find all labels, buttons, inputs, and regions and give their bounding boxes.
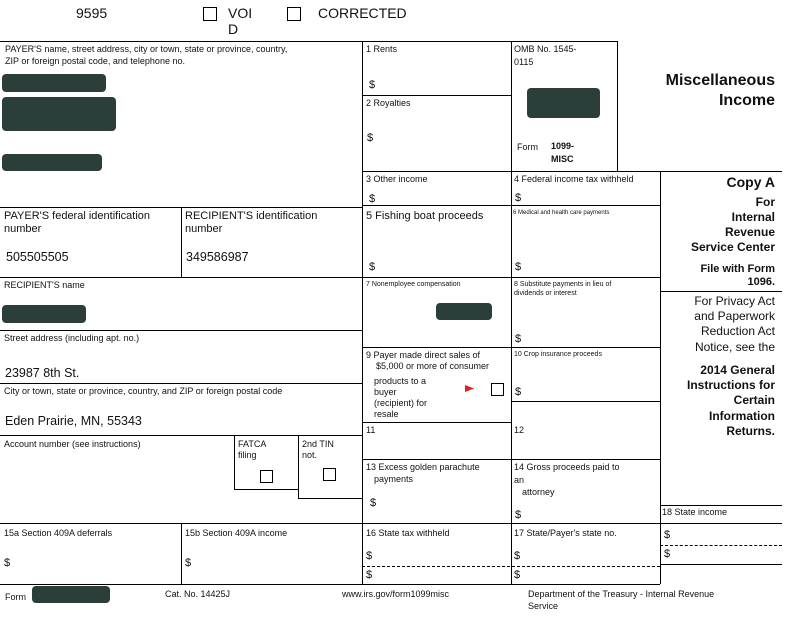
box15b-label: 15b Section 409A income [185,528,288,538]
omb-label-2: 0115 [514,57,534,67]
form-word: Form [517,142,538,152]
rule [660,505,782,506]
copy-for-1: For [755,195,775,209]
instr-1: 2014 General [700,363,775,377]
rule [511,41,512,584]
box15a-label: 15a Section 409A deferrals [4,528,113,538]
box17-dollar-1: $ [514,550,521,562]
box18-label: 18 State income [662,507,728,517]
payer-fed-id-label: PAYER'S federal identification [4,210,150,222]
rule [362,422,511,423]
recipient-id-label-2: number [185,223,223,235]
rule [511,401,660,402]
city-value: Eden Prairie, MN, 55343 [5,414,142,428]
street-label: Street address (including apt. no.) [4,333,140,343]
rule [0,277,660,278]
box7-value-redaction [436,303,492,320]
box11-label: 11 [366,425,376,435]
arrow-icon [465,384,474,393]
rule [0,523,782,524]
rule [0,41,617,42]
omb-redaction [527,88,600,118]
rule [234,489,298,490]
copy-file-1: File with Form [700,263,775,275]
box5-label: 5 Fishing boat proceeds [366,210,484,222]
box9-line1: 9 Payer made direct sales of [366,350,481,360]
box14-label-3: attorney [522,487,555,497]
box9-checkbox[interactable] [491,383,504,396]
box16-label: 16 State tax withheld [366,528,450,538]
instr-4: Information [709,409,775,423]
copy-for-3: Revenue [724,225,775,239]
box13-label: 13 Excess golden parachute [366,462,480,472]
rule [0,435,362,436]
box9-line2: $5,000 or more of consumer [376,361,490,371]
omb-label: OMB No. 1545- [514,44,577,54]
box14-label-2: an [514,475,525,485]
rule [362,41,363,584]
tin-label: 2nd TIN [302,439,334,449]
box2-dollar: $ [367,132,374,144]
box4-dollar: $ [515,192,522,204]
copy-file-2: 1096. [747,276,775,288]
payer-label: PAYER'S name, street address, city or town, state or province, country, [5,44,288,54]
rule [362,95,511,96]
payer-fed-id-label-2: number [4,223,42,235]
footer-form-word: Form [5,592,26,602]
box18-dollar-2: $ [664,548,671,560]
rule [298,435,299,498]
box7-label: 7 Nonemployee compensation [366,281,461,288]
box9-line3: products to a [374,376,427,386]
rule [617,41,618,171]
box6-label: 6 Medical and health care payments [513,210,610,216]
void-checkbox[interactable] [203,7,217,21]
rule [660,171,661,584]
rule [298,498,362,499]
account-label: Account number (see instructions) [4,439,141,449]
rule [0,584,660,585]
street-value: 23987 8th St. [5,366,80,380]
box15a-dollar: $ [4,557,11,569]
fatca-label: FATCA [238,439,267,449]
footer-dept-1: Department of the Treasury - Internal Revenue [528,589,715,599]
box17-dollar-2: $ [514,569,521,581]
form-name: 1099- [551,141,575,151]
box2-label: 2 Royalties [366,98,411,108]
rule [234,435,235,489]
payer-fed-id-value: 505505505 [6,250,69,264]
box1-label: 1 Rents [366,44,398,54]
copy-title: Copy A [726,174,775,190]
privacy-2: and Paperwork [694,309,775,323]
dashed-rule [660,545,782,546]
privacy-3: Reduction Act [700,324,775,338]
box1-dollar: $ [369,79,376,91]
payer-address-redaction [2,97,116,131]
form-name-2: MISC [551,154,574,164]
payer-name-redaction [2,74,106,92]
box9-line5: (recipient) for [374,398,428,408]
rule [660,564,782,565]
privacy-4: Notice, see the [694,340,775,354]
box16-dollar-2: $ [366,569,373,581]
instr-5: Returns. [726,424,775,438]
box13-label-2: payments [374,474,414,484]
box18-dollar-1: $ [664,529,671,541]
box14-dollar: $ [515,509,522,521]
box9-line6: resale [374,409,399,419]
recipient-name-redaction [2,305,86,323]
box6-dollar: $ [515,261,522,273]
footer-dept-2: Service [528,601,559,611]
title-line2: Income [718,92,775,109]
box17-label: 17 State/Payer's state no. [514,528,617,538]
rule [181,207,182,277]
fatca-checkbox[interactable] [260,470,273,483]
footer-form-redaction [32,586,110,603]
tin-checkbox[interactable] [323,468,336,481]
rule [0,330,362,331]
box4-label: 4 Federal income tax withheld [514,174,634,184]
title-line1: Miscellaneous [665,72,775,89]
tin-label-2: not. [302,450,318,460]
void-label-2: D [228,21,239,37]
box5-dollar: $ [369,261,376,273]
rule [181,523,182,584]
copy-for-2: Internal [731,210,775,224]
box9-line4: buyer [374,387,397,397]
recipient-id-value: 349586987 [186,250,249,264]
city-label: City or town, state or province, country, and ZIP or foreign postal code [4,386,283,396]
form-code: 9595 [76,5,108,21]
box14-label: 14 Gross proceeds paid to [514,462,620,472]
box15b-dollar: $ [185,557,192,569]
instr-2: Instructions for [686,378,775,392]
footer-cat-no: Cat. No. 14425J [165,589,231,599]
void-label: VOI [228,5,253,21]
box16-dollar-1: $ [366,550,373,562]
box3-label: 3 Other income [366,174,428,184]
box12-label: 12 [514,425,525,435]
corrected-label: CORRECTED [318,5,407,21]
fatca-label-2: filing [238,450,257,460]
recipient-id-label: RECIPIENT'S identification [185,210,318,222]
privacy-1: For Privacy Act [694,294,775,308]
box8-label: 8 Substitute payments in lieu of [514,281,612,288]
copy-for-4: Service Center [690,240,775,254]
box8-label-2: dividends or interest [514,290,577,297]
box3-dollar: $ [369,193,376,205]
box10-label: 10 Crop insurance proceeds [514,351,602,358]
payer-label-2: ZIP or foreign postal code, and telephone no. [5,56,185,66]
box8-dollar: $ [515,333,522,345]
rule [362,171,782,172]
box13-dollar: $ [370,497,377,509]
recipient-name-label: RECIPIENT'S name [4,280,85,290]
instr-3: Certain [733,393,775,407]
corrected-checkbox[interactable] [287,7,301,21]
footer-url: www.irs.gov/form1099misc [342,589,450,599]
rule [0,383,362,384]
rule [660,291,782,292]
payer-phone-redaction [2,154,102,171]
box10-dollar: $ [515,386,522,398]
